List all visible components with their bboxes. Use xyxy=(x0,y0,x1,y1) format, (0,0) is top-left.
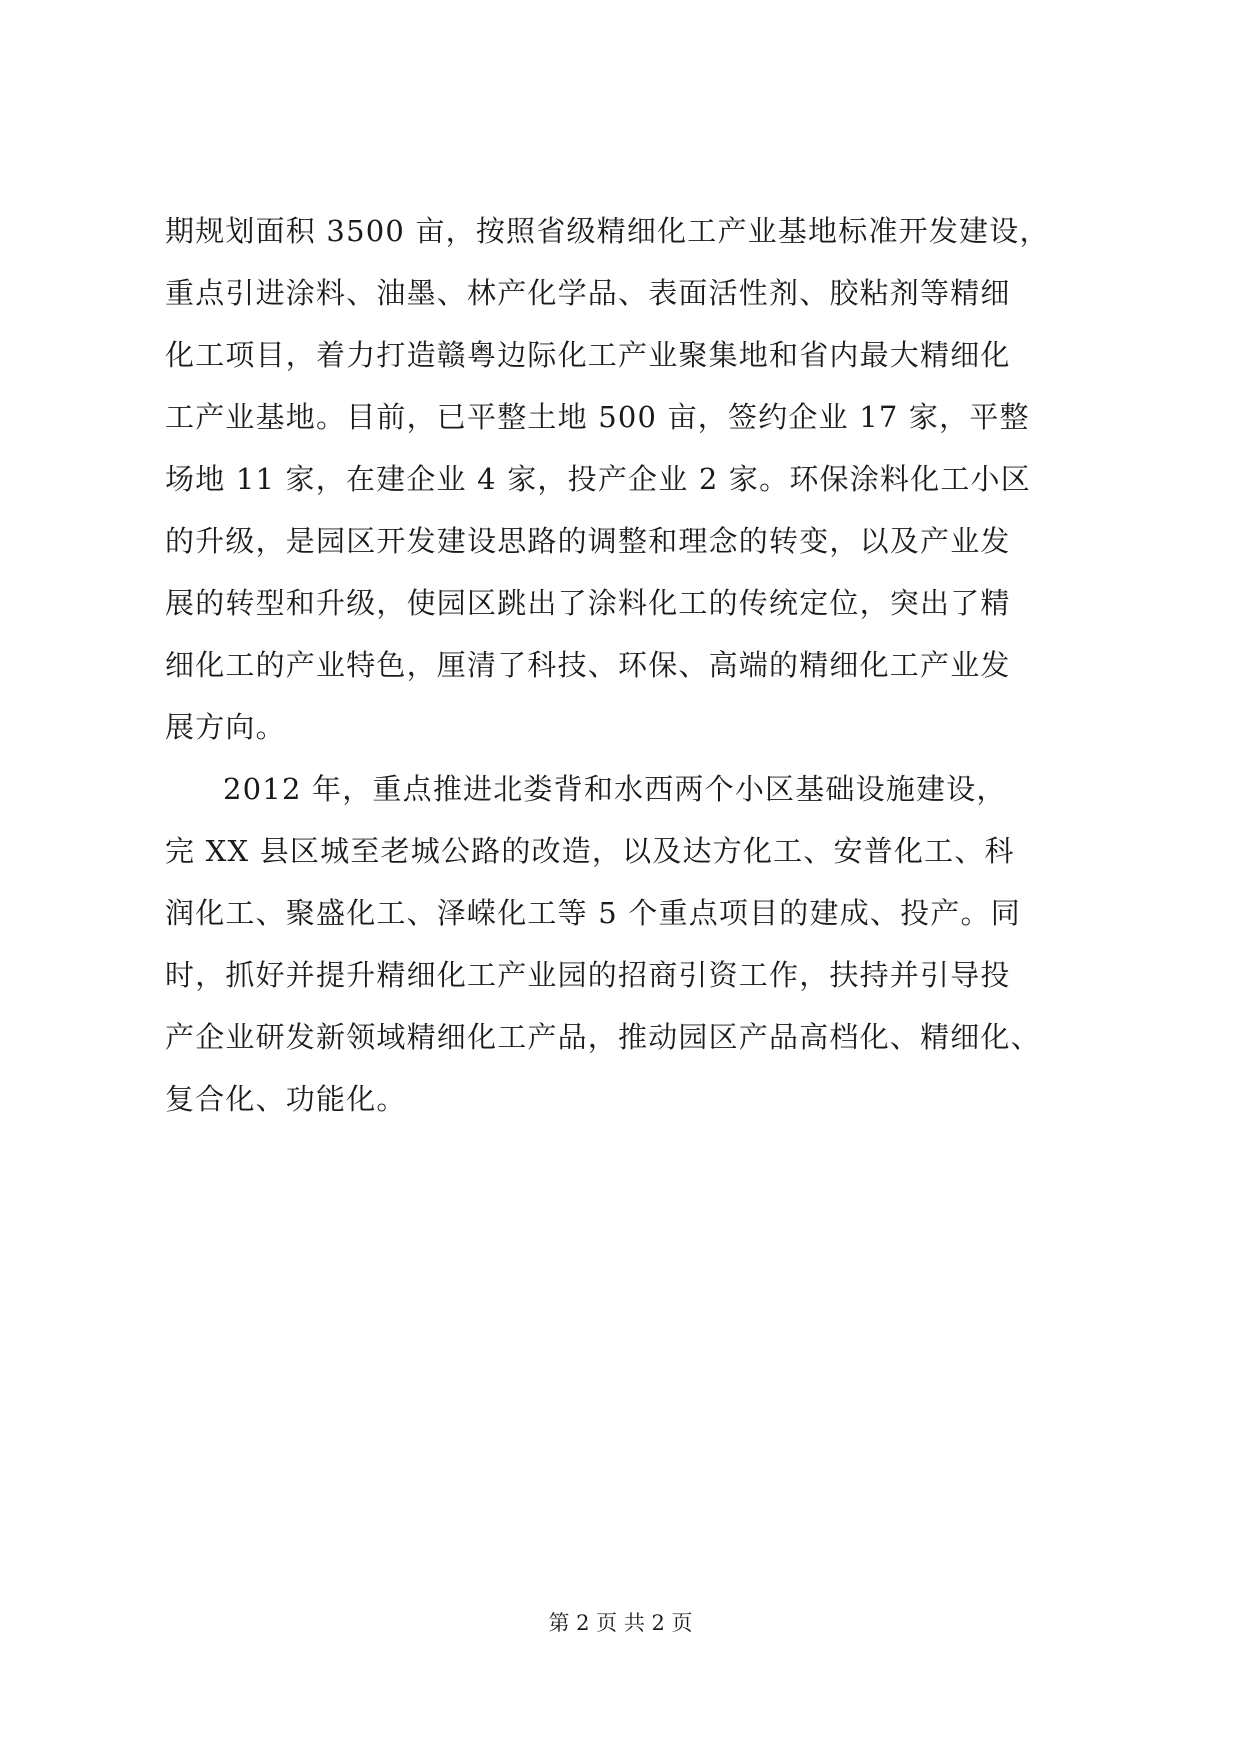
text-line: 完 XX 县区城至老城公路的改造，以及达方化工、安普化工、科 xyxy=(165,834,1015,868)
text-line: 化工项目，着力打造赣粤边际化工产业聚集地和省内最大精细化 xyxy=(165,338,1011,372)
paragraph-1 xyxy=(165,200,1085,758)
text-line: 重点引进涂料、油墨、林产化学品、表面活性剂、胶粘剂等精细 xyxy=(165,276,1011,310)
text-line: 展方向。 xyxy=(165,710,286,744)
text-line: 细化工的产业特色，厘清了科技、环保、高端的精细化工产业发 xyxy=(165,648,1011,682)
text-line: 2012 年，重点推进北娄背和水西两个小区基础设施建设， xyxy=(223,772,1007,806)
text-line: 工产业基地。目前，已平整土地 500 亩，签约企业 17 家，平整 xyxy=(165,400,1030,434)
text-line: 复合化、功能化。 xyxy=(165,1082,407,1116)
page-number-label: 第 2 页 共 2 页 xyxy=(548,1611,693,1635)
text-line: 时，抓好并提升精细化工产业园的招商引资工作，扶持并引导投 xyxy=(165,958,1011,992)
body-text xyxy=(165,200,1085,1130)
paragraph-2 xyxy=(165,758,1085,1130)
text-line: 的升级，是园区开发建设思路的调整和理念的转变，以及产业发 xyxy=(165,524,1011,558)
page-footer xyxy=(0,1608,1241,1638)
text-line: 期规划面积 3500 亩，按照省级精细化工产业基地标准开发建设， xyxy=(165,214,1050,248)
text-line: 场地 11 家，在建企业 4 家，投产企业 2 家。环保涂料化工小区 xyxy=(165,462,1031,496)
text-line: 产企业研发新领域精细化工产品，推动园区产品高档化、精细化、 xyxy=(165,1020,1041,1054)
text-line: 润化工、聚盛化工、泽嵘化工等 5 个重点项目的建成、投产。同 xyxy=(165,896,1021,930)
text-line: 展的转型和升级，使园区跳出了涂料化工的传统定位，突出了精 xyxy=(165,586,1011,620)
